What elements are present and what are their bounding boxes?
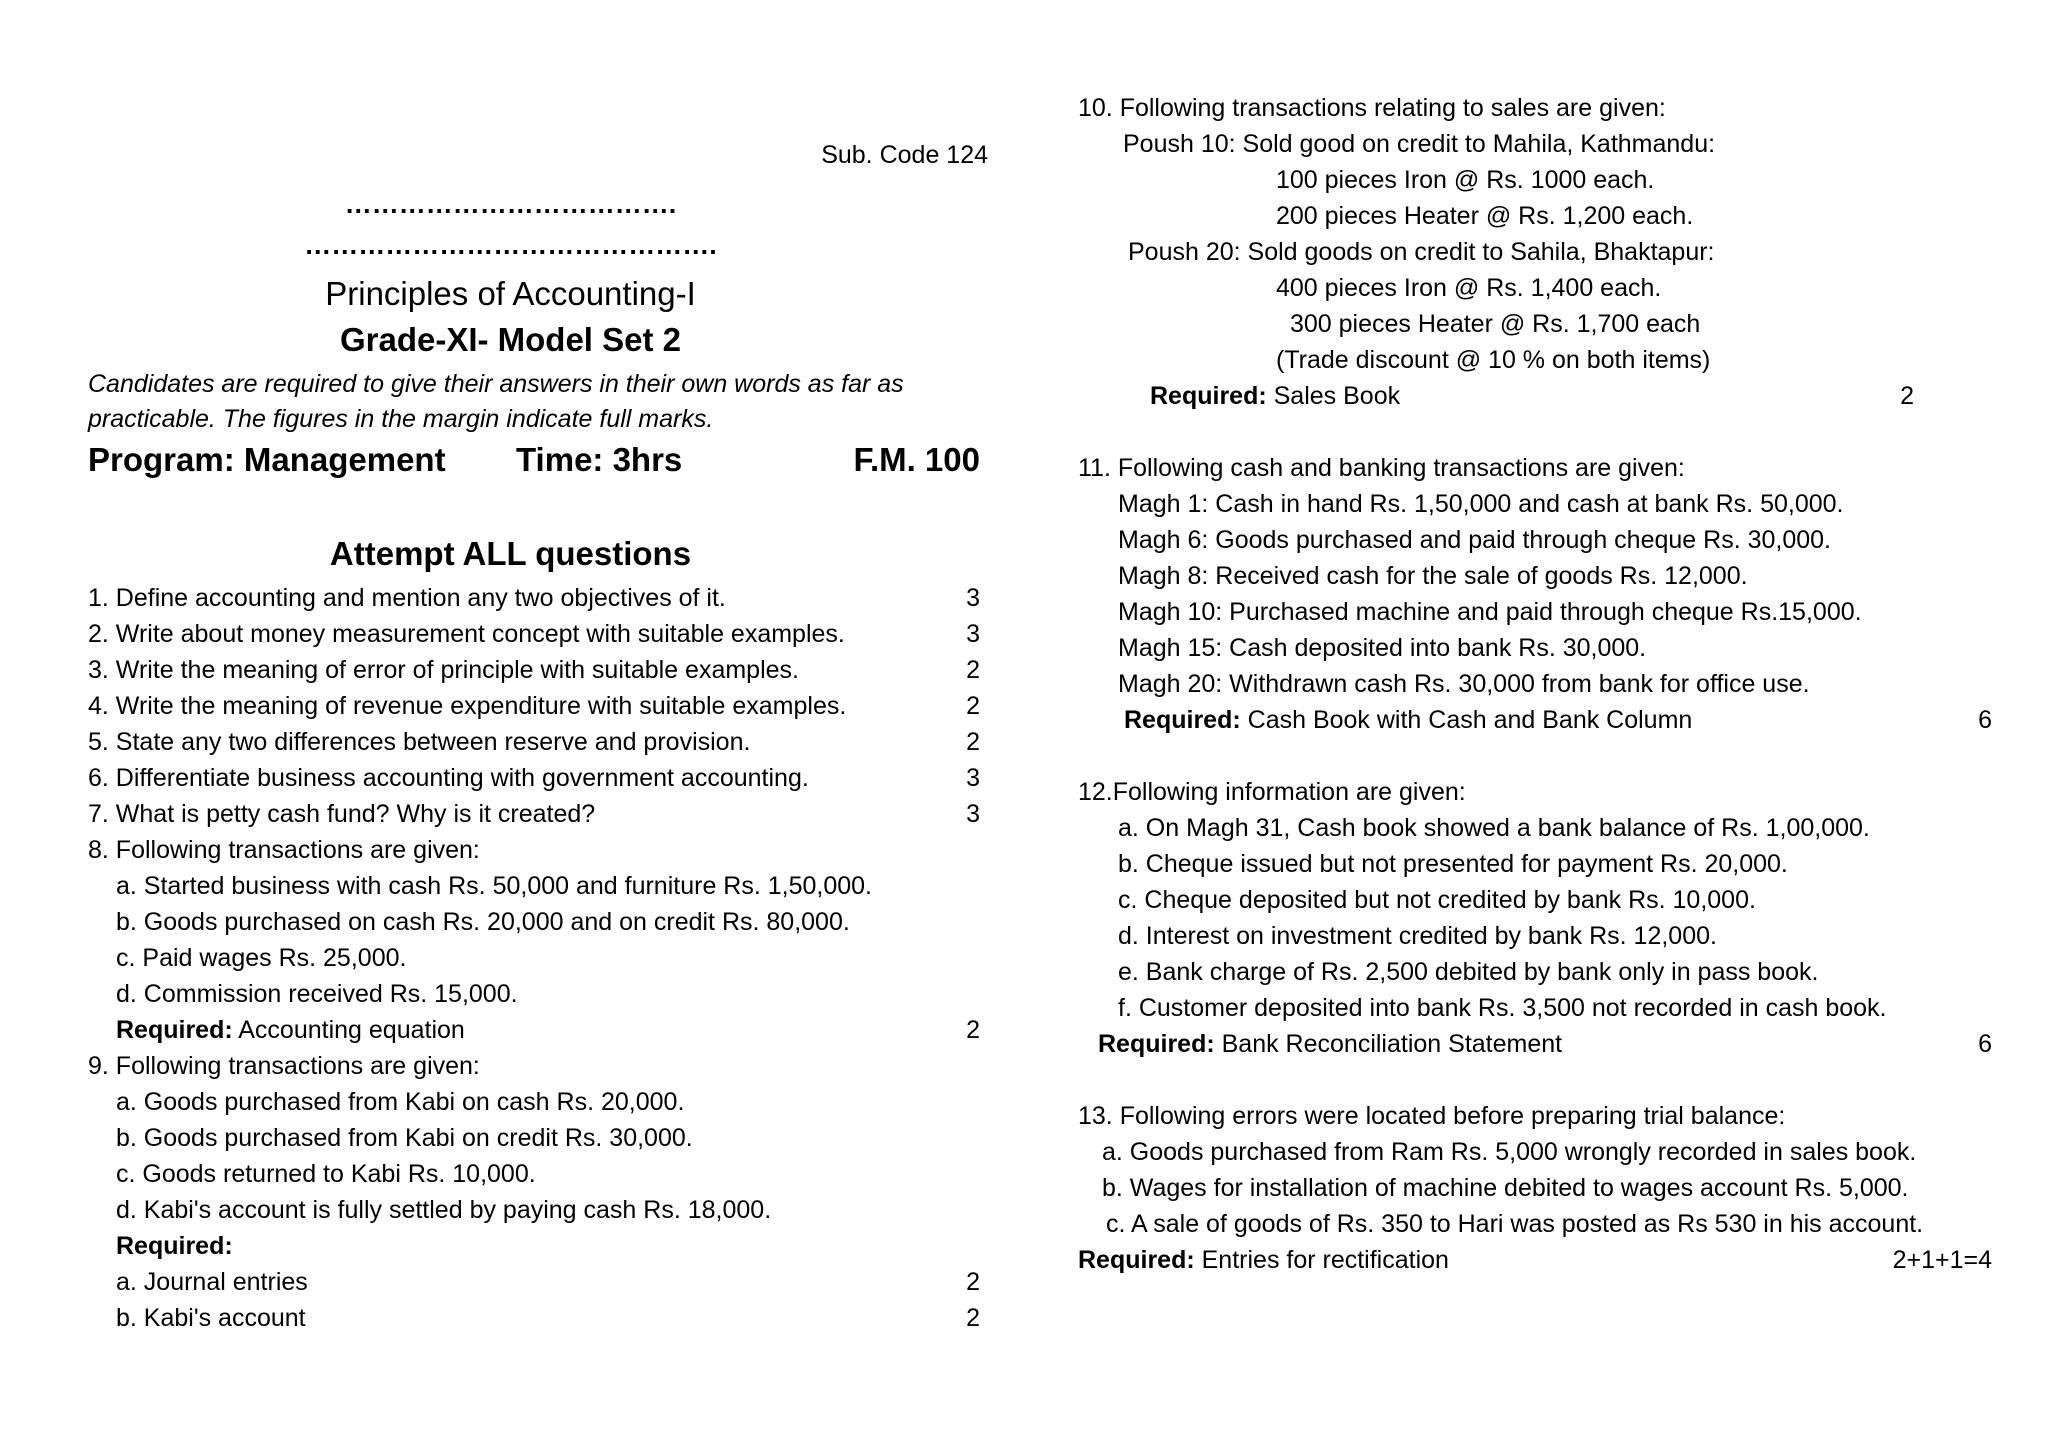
question-7: 7. What is petty cash fund? Why is it created? xyxy=(88,800,596,828)
q10-line-2: 100 pieces Iron @ Rs. 1000 each. xyxy=(1276,166,1655,194)
required-label: Required: xyxy=(1098,1030,1215,1058)
q12-item-c: c. Cheque deposited but not credited by bank Rs. 10,000. xyxy=(1118,886,1756,914)
q8-item-b: b. Goods purchased on cash Rs. 20,000 and on credit Rs. 80,000. xyxy=(116,908,850,936)
required-text: Cash Book with Cash and Bank Column xyxy=(1240,706,1693,734)
question-10: 10. Following transactions relating to sales are given: xyxy=(1078,94,1666,122)
required-label: Required: xyxy=(116,1016,233,1044)
q12-item-a: a. On Magh 31, Cash book showed a bank balance of Rs. 1,00,000. xyxy=(1118,814,1870,842)
q12-required xyxy=(1098,1026,1562,1062)
q8-item-d: d. Commission received Rs. 15,000. xyxy=(116,980,518,1008)
marks-q2: 3 xyxy=(966,620,980,648)
q13-item-a: a. Goods purchased from Ram Rs. 5,000 wrongly recorded in sales book. xyxy=(1102,1138,1917,1166)
instructions-line-2: practicable. The figures in the margin indicate full marks. xyxy=(88,405,714,433)
sub-code: Sub. Code 124 xyxy=(821,141,988,169)
q9-item-c: c. Goods returned to Kabi Rs. 10,000. xyxy=(116,1160,536,1188)
marks-q6: 3 xyxy=(966,764,980,792)
q10-line-6: 300 pieces Heater @ Rs. 1,700 each xyxy=(1290,310,1701,338)
q10-line-4: Poush 20: Sold goods on credit to Sahila, Bhaktapur: xyxy=(1128,238,1715,266)
q12-item-e: e. Bank charge of Rs. 2,500 debited by bank only in pass book. xyxy=(1118,958,1819,986)
dots-line-1: ………………………………. xyxy=(344,189,677,219)
marks-q3: 2 xyxy=(966,656,980,684)
marks-q11: 6 xyxy=(1978,706,1992,734)
q12-item-f: f. Customer deposited into bank Rs. 3,500 not recorded in cash book. xyxy=(1118,994,1887,1022)
question-8: 8. Following transactions are given: xyxy=(88,836,480,864)
marks-q8: 2 xyxy=(966,1016,980,1044)
instructions-line-1: Candidates are required to give their answers in their own words as far as xyxy=(88,370,904,398)
required-label: Required: xyxy=(1124,706,1241,734)
q11-line-3: Magh 8: Received cash for the sale of goods Rs. 12,000. xyxy=(1118,562,1748,590)
question-2: 2. Write about money measurement concept with suitable examples. xyxy=(88,620,845,648)
marks-q12: 6 xyxy=(1978,1030,1992,1058)
q9-required-a: a. Journal entries xyxy=(116,1268,308,1296)
q10-line-3: 200 pieces Heater @ Rs. 1,200 each. xyxy=(1276,202,1694,230)
q11-line-2: Magh 6: Goods purchased and paid through cheque Rs. 30,000. xyxy=(1118,526,1832,554)
q11-line-6: Magh 20: Withdrawn cash Rs. 30,000 from bank for office use. xyxy=(1118,670,1810,698)
q10-line-5: 400 pieces Iron @ Rs. 1,400 each. xyxy=(1276,274,1662,302)
q8-required xyxy=(116,1012,465,1048)
q11-line-1: Magh 1: Cash in hand Rs. 1,50,000 and cash at bank Rs. 50,000. xyxy=(1118,490,1844,518)
question-6: 6. Differentiate business accounting with government accounting. xyxy=(88,764,809,792)
question-3: 3. Write the meaning of error of principle with suitable examples. xyxy=(88,656,799,684)
question-4: 4. Write the meaning of revenue expenditure with suitable examples. xyxy=(88,692,847,720)
marks-q7: 3 xyxy=(966,800,980,828)
attempt-heading: Attempt ALL questions xyxy=(329,535,692,572)
q8-item-c: c. Paid wages Rs. 25,000. xyxy=(116,944,407,972)
required-label: Required: xyxy=(1150,382,1267,410)
full-marks-label: F.M. 100 xyxy=(853,441,980,478)
question-1: 1. Define accounting and mention any two objectives of it. xyxy=(88,584,726,612)
required-label: Required: xyxy=(1078,1246,1195,1274)
q13-required xyxy=(1078,1242,1449,1278)
q9-item-a: a. Goods purchased from Kabi on cash Rs. 20,000. xyxy=(116,1088,685,1116)
q11-line-5: Magh 15: Cash deposited into bank Rs. 30,000. xyxy=(1118,634,1647,662)
q10-line-7: (Trade discount @ 10 % on both items) xyxy=(1276,346,1711,374)
q9-item-b: b. Goods purchased from Kabi on credit Rs. 30,000. xyxy=(116,1124,693,1152)
marks-q10: 2 xyxy=(1900,382,1914,410)
q9-item-d: d. Kabi's account is fully settled by paying cash Rs. 18,000. xyxy=(116,1196,772,1224)
q11-required xyxy=(1124,702,1692,738)
marks-q4: 2 xyxy=(966,692,980,720)
time-label: Time: 3hrs xyxy=(516,441,683,478)
marks-q5: 2 xyxy=(966,728,980,756)
question-13: 13. Following errors were located before preparing trial balance: xyxy=(1078,1102,1786,1130)
required-text: Bank Reconciliation Statement xyxy=(1214,1030,1563,1058)
marks-q9b: 2 xyxy=(966,1304,980,1332)
q9-required-label: Required: xyxy=(116,1232,233,1260)
question-12: 12.Following information are given: xyxy=(1078,778,1466,806)
q12-item-d: d. Interest on investment credited by bank Rs. 12,000. xyxy=(1118,922,1717,950)
program-label: Program: Management xyxy=(88,441,446,478)
q10-required xyxy=(1150,378,1400,414)
page-title: Principles of Accounting-I xyxy=(325,275,696,312)
q9-required-b: b. Kabi's account xyxy=(116,1304,306,1332)
q13-item-b: b. Wages for installation of machine debited to wages account Rs. 5,000. xyxy=(1102,1174,1909,1202)
q10-line-1: Poush 10: Sold good on credit to Mahila, Kathmandu: xyxy=(1123,130,1716,158)
question-5: 5. State any two differences between reserve and provision. xyxy=(88,728,751,756)
required-text: Entries for rectification xyxy=(1194,1246,1449,1274)
q12-item-b: b. Cheque issued but not presented for payment Rs. 20,000. xyxy=(1118,850,1788,878)
marks-q13: 2+1+1=4 xyxy=(1892,1246,1992,1274)
dots-line-2: ………………………………………. xyxy=(304,230,717,260)
question-9: 9. Following transactions are given: xyxy=(88,1052,480,1080)
question-11: 11. Following cash and banking transactions are given: xyxy=(1078,454,1685,482)
q8-item-a: a. Started business with cash Rs. 50,000 and furniture Rs. 1,50,000. xyxy=(116,872,872,900)
required-text: Accounting equation xyxy=(232,1016,465,1044)
q13-item-c: c. A sale of goods of Rs. 350 to Hari was posted as Rs 530 in his account. xyxy=(1106,1210,1924,1238)
required-text: Sales Book xyxy=(1266,382,1401,410)
q11-line-4: Magh 10: Purchased machine and paid through cheque Rs.15,000. xyxy=(1118,598,1862,626)
marks-q1: 3 xyxy=(966,584,980,612)
grade-heading: Grade-XI- Model Set 2 xyxy=(339,321,682,358)
marks-q9a: 2 xyxy=(966,1268,980,1296)
